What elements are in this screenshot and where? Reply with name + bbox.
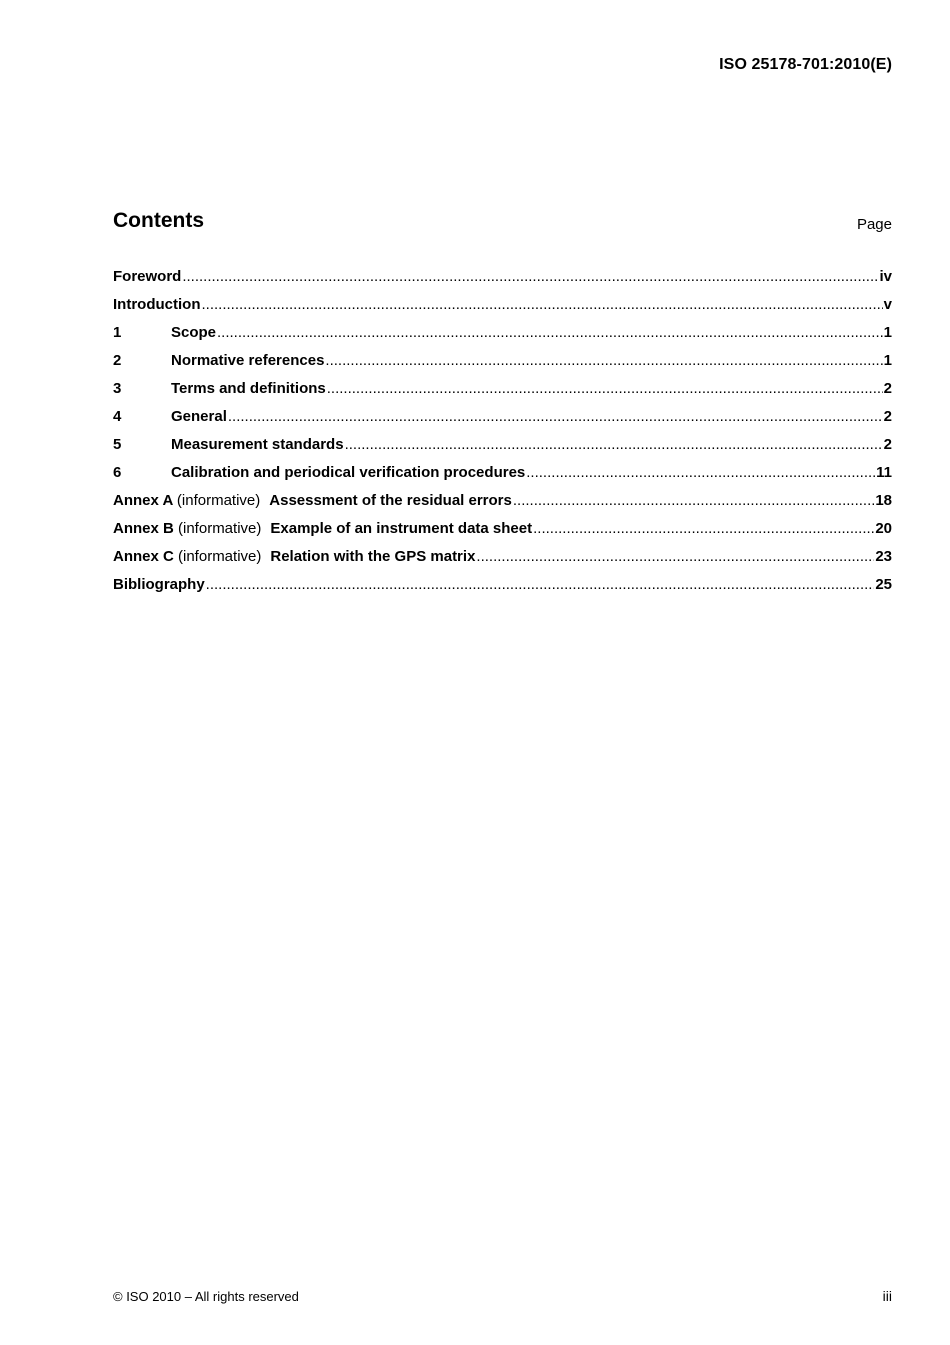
- toc-entry-page: 18: [875, 492, 892, 509]
- toc-annex-label: Annex C: [113, 548, 174, 565]
- toc-entry-page: 25: [875, 576, 892, 593]
- toc-entry-annex-c[interactable]: [113, 548, 892, 576]
- toc-entry-title: Calibration and periodical verification procedures: [171, 464, 526, 481]
- toc-entry-title: Introduction: [113, 296, 201, 313]
- document-id: ISO 25178-701:2010(E): [719, 56, 892, 73]
- toc-entry-introduction[interactable]: [113, 296, 892, 324]
- toc-leader-dots: [327, 380, 883, 397]
- footer-page-number: iii: [882, 1288, 892, 1304]
- toc-entry-title: Assessment of the residual errors: [269, 492, 512, 509]
- toc-entry-normative-references[interactable]: [113, 352, 892, 380]
- toc-entry-page: 2: [883, 408, 892, 425]
- toc-annex-label: Annex B: [113, 520, 174, 537]
- toc-entry-page: 1: [883, 352, 892, 369]
- contents-title: Contents: [113, 209, 204, 232]
- toc-leader-dots: [533, 520, 874, 537]
- toc-leader-dots: [228, 408, 883, 425]
- toc-entry-page: v: [883, 296, 892, 313]
- toc-entry-title: Foreword: [113, 268, 182, 285]
- toc-leader-dots: [217, 324, 883, 341]
- toc-leader-dots: [325, 352, 882, 369]
- toc-entry-title: Scope: [171, 324, 217, 341]
- toc-entry-title: Measurement standards: [171, 436, 344, 453]
- toc-entry-annex-a[interactable]: [113, 492, 892, 520]
- toc-entry-number: 3: [113, 380, 122, 397]
- toc-entry-number: 5: [113, 436, 122, 453]
- toc-annex-prefix: [113, 520, 261, 537]
- toc-leader-dots: [345, 436, 883, 453]
- toc-entry-measurement-standards[interactable]: [113, 436, 892, 464]
- toc-entry-number: 1: [113, 324, 122, 341]
- toc-leader-dots: [476, 548, 874, 565]
- footer-copyright: © ISO 2010 – All rights reserved: [113, 1289, 299, 1304]
- toc-entry-title: Relation with the GPS matrix: [270, 548, 476, 565]
- table-of-contents: [113, 268, 892, 604]
- toc-entry-number: 6: [113, 464, 122, 481]
- toc-annex-qualifier: (informative): [178, 548, 262, 565]
- toc-entry-page: 2: [883, 380, 892, 397]
- toc-entry-title: Example of an instrument data sheet: [270, 520, 533, 537]
- toc-entry-title: Terms and definitions: [171, 380, 326, 397]
- toc-entry-page: 1: [883, 324, 892, 341]
- toc-entry-page: iv: [879, 268, 892, 285]
- toc-entry-page: 20: [875, 520, 892, 537]
- toc-entry-terms-and-definitions[interactable]: [113, 380, 892, 408]
- toc-annex-prefix: [113, 492, 260, 509]
- toc-entry-page: 23: [875, 548, 892, 565]
- toc-entry-title: Bibliography: [113, 576, 205, 593]
- toc-entry-bibliography[interactable]: [113, 576, 892, 604]
- toc-entry-page: 11: [876, 464, 892, 481]
- page-column-label: Page: [856, 216, 892, 233]
- toc-entry-calibration-procedures[interactable]: [113, 464, 892, 492]
- toc-annex-qualifier: (informative): [176, 492, 261, 509]
- toc-entry-annex-b[interactable]: [113, 520, 892, 548]
- toc-entry-foreword[interactable]: [113, 268, 892, 296]
- toc-entry-title: Normative references: [171, 352, 325, 369]
- toc-entry-scope[interactable]: [113, 324, 892, 352]
- toc-leader-dots: [201, 296, 882, 313]
- toc-leader-dots: [182, 268, 878, 285]
- toc-leader-dots: [526, 464, 875, 481]
- toc-entry-general[interactable]: [113, 408, 892, 436]
- toc-leader-dots: [206, 576, 875, 593]
- toc-entry-number: 2: [113, 352, 122, 369]
- toc-entry-page: 2: [883, 436, 892, 453]
- toc-leader-dots: [513, 492, 874, 509]
- toc-annex-prefix: [113, 548, 261, 565]
- toc-annex-label: Annex A: [113, 492, 173, 509]
- toc-entry-number: 4: [113, 408, 122, 425]
- toc-entry-title: General: [171, 408, 227, 425]
- toc-annex-qualifier: (informative): [178, 520, 262, 537]
